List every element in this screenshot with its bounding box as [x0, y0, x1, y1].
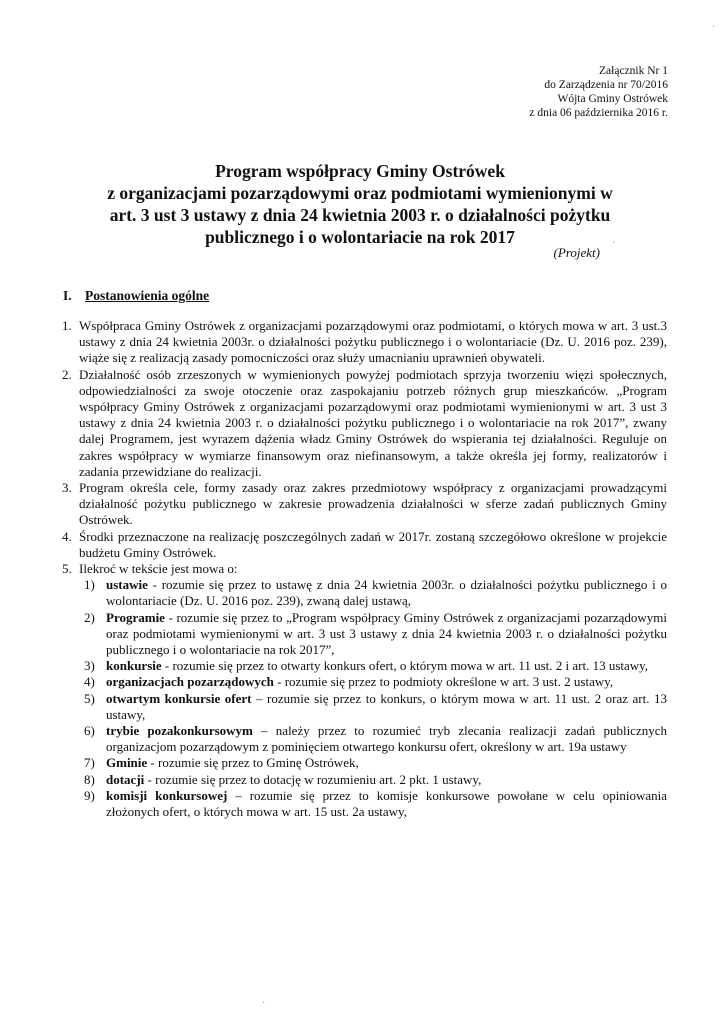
list-item	[62, 367, 667, 480]
scan-speck: ·	[262, 998, 266, 1009]
definition-item	[62, 674, 667, 690]
item-number: 4.	[62, 528, 72, 544]
item-text: Działalność osób zrzeszonych w wymienionych powyżej podmiotach sprzyja tworzeniu więzi społecznych, odpowiedzialności za swoje otoczenie oraz zaspokajaniu potrzeb różnych grup mieszkańców. „Program współpracy Gminy Ostrówek z organizacjami pozarządowymi oraz podmiotami wymienionymi w art. 3 ust 3 ustawy z dnia 24 kwietnia 2003 r. o działalności pożytku publicznego i o wolontariacie na rok 2017”, zwany dalej Programem, jest wyrazem dążenia władz Gminy Ostrówek do wspierania tej działalności. Reguluje on zakres współpracy w wymiarze finansowym oraz niefinansowym, a także określa jej formy, realizatorów i zadania przewidziane do realizacji.	[79, 366, 667, 479]
definition-term: trybie pozakonkursowym	[106, 723, 253, 739]
definition-text: - rozumie się przez to podmioty określone w art. 3 ust. 2 ustawy,	[273, 674, 614, 690]
definition-number: 1)	[84, 577, 95, 593]
definition-text: - rozumie się przez to Gminę Ostrówek,	[147, 755, 359, 771]
definition-number: 3)	[84, 658, 95, 674]
attachment-line-3: Wójta Gminy Ostrówek	[557, 93, 668, 105]
definition-item	[62, 577, 667, 609]
attachment-line-4: z dnia 06 października 2016 r.	[529, 107, 668, 119]
item-number: 5.	[62, 561, 72, 577]
title-line-1: Program współpracy Gminy Ostrówek	[215, 161, 505, 181]
definition-term: otwartym konkursie ofert	[106, 690, 252, 706]
attachment-note	[470, 64, 668, 120]
item-number: 1.	[62, 318, 72, 333]
definition-number: 8)	[84, 771, 95, 787]
definition-term: komisji konkursowej	[106, 787, 228, 803]
definition-number: 4)	[84, 674, 95, 690]
definition-number: 5)	[84, 690, 95, 706]
definition-number: 2)	[84, 609, 95, 625]
definition-term: ustawie	[106, 577, 148, 593]
definition-text: – rozumie się przez to komisje konkursowe powołane w celu opiniowania złożonych ofert, o których mowa w art. 15 ust. 2a ustawy,	[106, 787, 667, 820]
item-text: Ilekroć w tekście jest mowa o:	[79, 561, 238, 577]
document-title	[60, 160, 660, 248]
definition-item	[62, 610, 667, 659]
list-item	[62, 318, 667, 367]
list-item	[62, 480, 667, 529]
title-line-2: z organizacjami pozarządowymi oraz podmiotami wymienionymi w	[107, 183, 613, 203]
definition-text: – rozumie się przez to konkurs, o którym mowa w art. 11 ust. 2 oraz art. 13 ustawy,	[106, 690, 667, 722]
item-text: Współpraca Gminy Ostrówek z organizacjami pozarządowymi oraz podmiotami, o których mowa w art. 3 ust.3 ustawy z dnia 24 kwietnia 2003r. o działalności pożytku publicznego i o wolontariacie (Dz. U. 2016 poz. 239), wiąże się z realizacją zasady pomocniczości oraz służy umacnianiu uprawnień obywateli.	[79, 318, 667, 366]
definition-number: 6)	[84, 723, 95, 739]
definition-term: konkursie	[106, 658, 162, 674]
definition-term: Gminie	[106, 755, 148, 771]
definition-item	[62, 658, 667, 674]
definition-text: - rozumie się przez to otwarty konkurs ofert, o którym mowa w art. 11 ust. 2 i art. 13 ustawy,	[161, 658, 649, 674]
definition-number: 9)	[84, 787, 95, 803]
item-number: 3.	[62, 480, 72, 496]
item-text: Program określa cele, formy zasady oraz zakres przedmiotowy współpracy z organizacjami prowadzącymi działalność pożytku publicznego w zakresie prowadzenia działalności w sferze zadań publicznych Gminy Ostrówek.	[79, 480, 667, 528]
list-item	[62, 529, 667, 561]
title-line-3: art. 3 ust 3 ustawy z dnia 24 kwietnia 2003 r. o działalności pożytku	[109, 205, 611, 225]
list-item	[62, 561, 667, 577]
definition-text: – należy przez to rozumieć tryb zlecania realizacji zadań publicznych organizacjom pozarządowym z pominięciem otwartego konkursu ofert, określony w art. 19a ustawy	[106, 723, 667, 755]
attachment-line-1: Załącznik Nr 1	[599, 65, 668, 77]
scan-speck: ·	[612, 238, 616, 249]
definition-term: dotacji	[106, 771, 145, 787]
item-number: 2.	[62, 366, 72, 382]
item-text: Środki przeznaczone na realizację poszczególnych zadań w 2017r. zostaną szczegółowo określone w projekcie budżetu Gminy Ostrówek.	[79, 528, 667, 560]
definition-term: Programie	[106, 609, 165, 625]
draft-label: (Projekt)	[553, 245, 600, 260]
definition-item	[62, 788, 667, 820]
title-line-4: publicznego i o wolontariacie na rok 2017	[205, 227, 515, 247]
definition-item	[62, 691, 667, 723]
definition-item	[62, 772, 667, 788]
definition-text: - rozumie się przez to dotację w rozumieniu art. 2 pkt. 1 ustawy,	[144, 771, 482, 787]
section-title: Postanowienia ogólne	[85, 288, 210, 303]
definition-item	[62, 723, 667, 755]
definition-number: 7)	[84, 755, 95, 771]
definition-text: - rozumie się przez to ustawę z dnia 24 kwietnia 2003r. o działalności pożytku publicznego i o wolontariacie (Dz. U. 2016 poz. 239), zwaną dalej ustawą,	[106, 577, 667, 609]
definition-text: - rozumie się przez to „Program współpracy Gminy Ostrówek z organizacjami pozarządowymi oraz podmiotami wymienionymi w art. 3 ust 3 ustawy z dnia 24 kwietnia 2003 r. o działalności pożytku publicznego i o wolontariacie na rok 2017”,	[106, 609, 667, 658]
attachment-line-2: do Zarządzenia nr 70/2016	[544, 79, 668, 91]
definition-term: organizacjach pozarządowych	[106, 674, 274, 690]
scan-speck: ·	[712, 22, 716, 33]
section-number: I.	[63, 288, 72, 303]
provisions-list	[62, 318, 667, 820]
section-heading	[63, 288, 209, 304]
definition-item	[62, 755, 667, 771]
